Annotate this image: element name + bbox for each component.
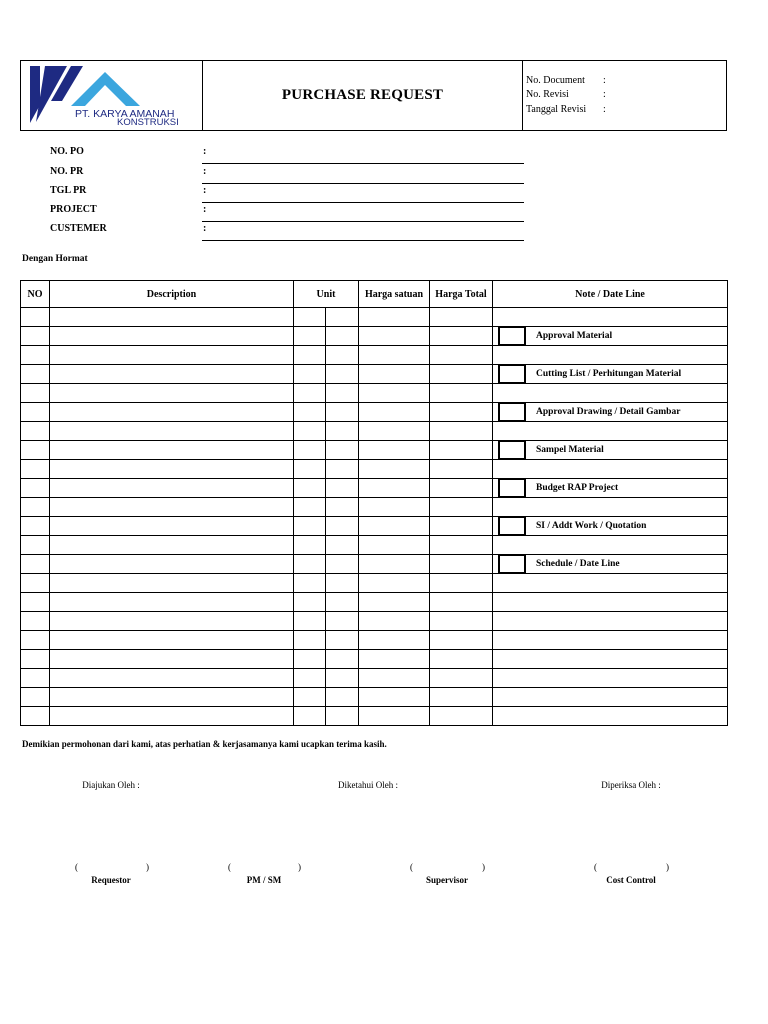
cell-unit-sub: [326, 631, 359, 650]
doc-info-revision-no: [526, 89, 606, 101]
cell-harga-total: [430, 308, 493, 327]
cell-harga-satuan: [359, 384, 430, 403]
cell-note: [493, 441, 728, 460]
cell-unit-sub: [326, 403, 359, 422]
cell-unit: [294, 707, 326, 726]
cell-unit: [294, 308, 326, 327]
cell-description: [50, 384, 294, 403]
cell-harga-satuan: [359, 365, 430, 384]
cell-description: [50, 555, 294, 574]
table-row: [21, 498, 728, 517]
cell-unit-sub: [326, 574, 359, 593]
cell-unit-sub: [326, 593, 359, 612]
cell-harga-satuan: [359, 593, 430, 612]
approval-label-acknowledged-by: Diketahui Oleh :: [338, 780, 398, 790]
closing-statement: Demikian permohonan dari kami, atas perhatian & kerjasamanya kami ucapkan terima kasih.: [22, 739, 387, 749]
signature-role: Supervisor: [425, 875, 468, 885]
cell-unit-sub: [326, 441, 359, 460]
cell-description: [50, 308, 294, 327]
cell-harga-total: [430, 498, 493, 517]
cell-harga-satuan: [359, 707, 430, 726]
cell-unit: [294, 631, 326, 650]
table-row: [21, 536, 728, 555]
cell-unit-sub: [326, 422, 359, 441]
checkbox: [498, 364, 526, 384]
table-row: [21, 574, 728, 593]
cell-note: [493, 574, 728, 593]
field-colon: :: [203, 204, 207, 215]
signature-block-pm-sm: [204, 861, 324, 887]
doc-info-colon: :: [603, 89, 606, 100]
greeting-text: Dengan Hormat: [22, 254, 88, 264]
cell-unit: [294, 517, 326, 536]
cell-note: [493, 517, 728, 536]
cell-note: [493, 384, 728, 403]
cell-unit: [294, 574, 326, 593]
table-row: [21, 422, 728, 441]
cell-unit-sub: [326, 650, 359, 669]
logo-company-type: KONSTRUKSI: [117, 117, 179, 128]
checkbox: [498, 326, 526, 346]
cell-harga-total: [430, 403, 493, 422]
signature-role: Cost Control: [606, 875, 656, 885]
doc-info-label: No. Revisi: [526, 89, 569, 100]
logo-mark-roof: [71, 72, 140, 106]
field-label: NO. PR: [50, 166, 84, 177]
cell-harga-satuan: [359, 327, 430, 346]
cell-unit-sub: [326, 555, 359, 574]
cell-harga-satuan: [359, 422, 430, 441]
cell-description: [50, 536, 294, 555]
signature-role: Requestor: [91, 875, 131, 885]
note-label: Approval Drawing / Detail Gambar: [536, 407, 681, 417]
approval-label-checked-by: Diperiksa Oleh :: [601, 780, 661, 790]
signature-block-supervisor: [387, 861, 507, 887]
cell-no: [21, 403, 50, 422]
table-body: [21, 308, 728, 726]
company-logo: [21, 61, 202, 130]
cell-harga-total: [430, 688, 493, 707]
cell-harga-satuan: [359, 631, 430, 650]
cell-note: [493, 422, 728, 441]
cell-description: [50, 707, 294, 726]
cell-no: [21, 498, 50, 517]
cell-description: [50, 688, 294, 707]
cell-no: [21, 460, 50, 479]
signature-role: PM / SM: [246, 875, 282, 885]
cell-description: [50, 460, 294, 479]
cell-no: [21, 346, 50, 365]
field-colon: :: [203, 185, 207, 196]
doc-info-revision-date: [526, 104, 606, 116]
cell-unit: [294, 498, 326, 517]
cell-unit: [294, 384, 326, 403]
cell-unit: [294, 650, 326, 669]
cell-description: [50, 441, 294, 460]
cell-harga-satuan: [359, 346, 430, 365]
cell-note: [493, 479, 728, 498]
cell-unit-sub: [326, 707, 359, 726]
table-row: [21, 650, 728, 669]
column-header-no: NO: [21, 281, 50, 308]
cell-note: [493, 650, 728, 669]
cell-note: [493, 555, 728, 574]
cell-unit: [294, 479, 326, 498]
cell-harga-total: [430, 707, 493, 726]
cell-unit-sub: [326, 498, 359, 517]
field-tgl-pr: [0, 183, 768, 203]
cell-unit: [294, 460, 326, 479]
cell-harga-total: [430, 574, 493, 593]
cell-unit-sub: [326, 365, 359, 384]
cell-note: [493, 612, 728, 631]
cell-unit-sub: [326, 517, 359, 536]
cell-note: [493, 669, 728, 688]
table-row: [21, 460, 728, 479]
table-row: [21, 479, 728, 498]
cell-unit-sub: [326, 384, 359, 403]
cell-harga-satuan: [359, 441, 430, 460]
table-row: [21, 403, 728, 422]
cell-description: [50, 631, 294, 650]
field-colon: :: [203, 166, 207, 177]
signature-open-bracket: (: [75, 862, 78, 872]
cell-unit-sub: [326, 460, 359, 479]
cell-description: [50, 365, 294, 384]
cell-harga-satuan: [359, 536, 430, 555]
cell-description: [50, 346, 294, 365]
field-no-pr: [0, 164, 768, 184]
signature-open-bracket: (: [594, 862, 597, 872]
cell-harga-total: [430, 517, 493, 536]
field-customer: [0, 221, 768, 241]
cell-unit: [294, 346, 326, 365]
cell-no: [21, 441, 50, 460]
doc-info-label: Tanggal Revisi: [526, 104, 587, 115]
cell-unit-sub: [326, 536, 359, 555]
cell-no: [21, 479, 50, 498]
cell-harga-total: [430, 669, 493, 688]
cell-harga-total: [430, 441, 493, 460]
cell-description: [50, 479, 294, 498]
cell-description: [50, 517, 294, 536]
cell-harga-total: [430, 612, 493, 631]
cell-harga-satuan: [359, 574, 430, 593]
cell-description: [50, 403, 294, 422]
cell-note: [493, 327, 728, 346]
cell-harga-satuan: [359, 479, 430, 498]
cell-unit-sub: [326, 688, 359, 707]
table-row: [21, 688, 728, 707]
doc-info-label: No. Document: [526, 75, 585, 86]
cell-no: [21, 517, 50, 536]
cell-harga-total: [430, 327, 493, 346]
doc-info-colon: :: [603, 75, 606, 86]
cell-unit-sub: [326, 346, 359, 365]
field-project: [0, 202, 768, 222]
header-divider: [522, 61, 523, 130]
cell-harga-satuan: [359, 612, 430, 631]
field-underline: [202, 240, 524, 241]
cell-harga-satuan: [359, 669, 430, 688]
cell-harga-satuan: [359, 517, 430, 536]
cell-description: [50, 327, 294, 346]
cell-harga-total: [430, 460, 493, 479]
cell-no: [21, 422, 50, 441]
checkbox: [498, 402, 526, 422]
cell-note: [493, 308, 728, 327]
cell-note: [493, 346, 728, 365]
signature-close-bracket: ): [146, 862, 149, 872]
cell-note: [493, 498, 728, 517]
cell-description: [50, 650, 294, 669]
column-header-harga-satuan: Harga satuan: [359, 281, 430, 308]
cell-unit: [294, 403, 326, 422]
doc-info-colon: :: [603, 104, 606, 115]
cell-harga-total: [430, 365, 493, 384]
document-title: PURCHASE REQUEST: [281, 87, 444, 103]
approval-label-submitted-by: Diajukan Oleh :: [82, 780, 140, 790]
signature-open-bracket: (: [410, 862, 413, 872]
cell-no: [21, 612, 50, 631]
signature-close-bracket: ): [298, 862, 301, 872]
note-label: Sampel Material: [536, 445, 604, 455]
field-no-po: [0, 144, 768, 164]
cell-harga-total: [430, 631, 493, 650]
field-label: PROJECT: [50, 204, 97, 215]
field-label: NO. PO: [50, 146, 84, 157]
signature-open-bracket: (: [228, 862, 231, 872]
cell-no: [21, 536, 50, 555]
table-row: [21, 612, 728, 631]
cell-unit: [294, 365, 326, 384]
purchase-items-table: [20, 280, 728, 726]
cell-harga-total: [430, 422, 493, 441]
cell-unit-sub: [326, 479, 359, 498]
cell-harga-satuan: [359, 555, 430, 574]
cell-note: [493, 460, 728, 479]
cell-harga-satuan: [359, 308, 430, 327]
note-label: Schedule / Date Line: [536, 559, 620, 569]
cell-unit-sub: [326, 308, 359, 327]
cell-unit: [294, 441, 326, 460]
cell-harga-satuan: [359, 688, 430, 707]
cell-description: [50, 612, 294, 631]
cell-no: [21, 574, 50, 593]
cell-unit-sub: [326, 669, 359, 688]
note-label: Budget RAP Project: [536, 483, 619, 493]
cell-no: [21, 555, 50, 574]
table-row: [21, 707, 728, 726]
cell-unit: [294, 536, 326, 555]
table-row: [21, 308, 728, 327]
cell-no: [21, 631, 50, 650]
column-header-harga-total: Harga Total: [430, 281, 493, 308]
table-row: [21, 669, 728, 688]
column-header-description: Description: [50, 281, 294, 308]
cell-unit-sub: [326, 327, 359, 346]
table-row: [21, 517, 728, 536]
cell-note: [493, 403, 728, 422]
note-label: Cutting List / Perhitungan Material: [536, 369, 682, 379]
cell-harga-satuan: [359, 403, 430, 422]
document-header: [20, 60, 727, 131]
cell-unit: [294, 593, 326, 612]
checkbox: [498, 516, 526, 536]
field-label: TGL PR: [50, 185, 87, 196]
table-row: [21, 365, 728, 384]
cell-harga-total: [430, 479, 493, 498]
field-colon: :: [203, 223, 207, 234]
column-header-note: Note / Date Line: [493, 281, 728, 308]
table-row: [21, 384, 728, 403]
cell-unit: [294, 422, 326, 441]
cell-harga-total: [430, 555, 493, 574]
cell-harga-total: [430, 346, 493, 365]
cell-harga-satuan: [359, 498, 430, 517]
checkbox: [498, 554, 526, 574]
field-label: CUSTEMER: [50, 223, 107, 234]
cell-description: [50, 422, 294, 441]
signature-close-bracket: ): [666, 862, 669, 872]
cell-unit: [294, 327, 326, 346]
cell-no: [21, 650, 50, 669]
cell-unit: [294, 612, 326, 631]
cell-unit: [294, 555, 326, 574]
cell-unit: [294, 669, 326, 688]
table-row: [21, 593, 728, 612]
cell-description: [50, 574, 294, 593]
checkbox: [498, 478, 526, 498]
cell-harga-total: [430, 650, 493, 669]
cell-harga-total: [430, 536, 493, 555]
table-row: [21, 346, 728, 365]
signature-close-bracket: ): [482, 862, 485, 872]
checkbox: [498, 440, 526, 460]
cell-no: [21, 308, 50, 327]
cell-note: [493, 688, 728, 707]
table-row: [21, 441, 728, 460]
field-colon: :: [203, 146, 207, 157]
cell-note: [493, 536, 728, 555]
cell-description: [50, 593, 294, 612]
cell-no: [21, 384, 50, 403]
cell-note: [493, 593, 728, 612]
cell-description: [50, 669, 294, 688]
cell-no: [21, 365, 50, 384]
cell-no: [21, 327, 50, 346]
cell-description: [50, 498, 294, 517]
table-row: [21, 631, 728, 650]
cell-note: [493, 707, 728, 726]
note-label: Approval Material: [536, 331, 613, 341]
cell-no: [21, 669, 50, 688]
cell-unit: [294, 688, 326, 707]
cell-no: [21, 688, 50, 707]
cell-unit-sub: [326, 612, 359, 631]
table-row: [21, 327, 728, 346]
cell-note: [493, 631, 728, 650]
table-header-row: [21, 281, 728, 308]
column-header-unit: Unit: [294, 281, 359, 308]
doc-info-document-no: [526, 75, 606, 87]
cell-harga-total: [430, 593, 493, 612]
signature-block-cost-control: [571, 861, 691, 887]
cell-harga-satuan: [359, 650, 430, 669]
note-label: SI / Addt Work / Quotation: [536, 521, 647, 531]
cell-note: [493, 365, 728, 384]
cell-no: [21, 593, 50, 612]
cell-harga-satuan: [359, 460, 430, 479]
table-row: [21, 555, 728, 574]
signature-block-requestor: [51, 861, 171, 887]
logo-company-name: PT. KARYA AMANAH: [75, 108, 175, 120]
cell-harga-total: [430, 384, 493, 403]
cell-no: [21, 707, 50, 726]
